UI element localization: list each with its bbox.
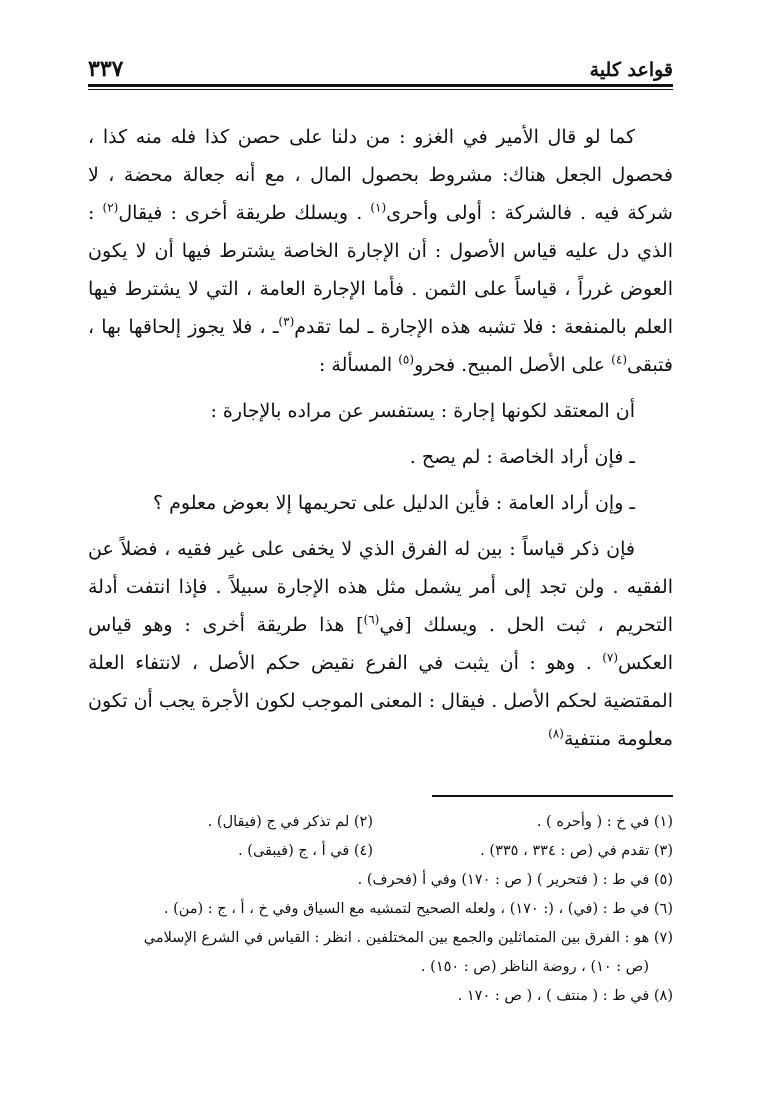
footnote-ref-8[interactable]: (٨) — [548, 726, 564, 741]
footnote-ref-7[interactable]: (٧) — [602, 650, 619, 665]
footnote-6: (٦) في ط : (في) ، (: ١٧٠) ، ولعله الصحيح لتمشيه مع السياق وفي خ ، أ ، ج : (من) . — [163, 901, 673, 917]
paragraph-3: ـ فإن أراد الخاصة : لم يصح . — [409, 446, 635, 468]
footnote-7: (٧) هو : الفرق بين المتماثلين والجمع بين المختلفين . انظر : القياس في الشرع الإسلامي — [143, 930, 673, 946]
footnotes — [88, 808, 673, 1011]
footnote-7-continued: (ص : ١٠) ، روضة الناظر (ص : ١٥٠) . — [420, 959, 649, 975]
footnote-ref-1[interactable]: (١) — [370, 200, 387, 215]
footnote-row — [88, 837, 673, 866]
footnote-ref-3[interactable]: (٣) — [278, 314, 295, 329]
header-rule-thin — [88, 89, 673, 90]
body-text — [88, 118, 673, 758]
paragraph-5: فإن ذكر قياساً : بين له الفرق الذي لا يخفى على غير فقيه ، فضلاً عن الفقيه . ولن تجد إلى أمر يشمل مثل هذه الإجارة سبيلاً . فإذا انتفت أدلة التحريم ، ثبت الحل . ويسلك [في$^{(٦)}$] هذا طريقة أخرى : وهو قياس العكس$^{(٧)}$ . وهو : أن يثبت في الفرع نقيض حكم الأصل ، لانتفاء العلة المقتضية لحكم الأصل . فيقال : المعنى الموجب لكون الأجرة يجب أن تكون معلومة منتفية$^{(٨)}$ — [88, 538, 673, 750]
footnote-2: (٢) لم تذكر في ج (فيقال) . — [207, 814, 373, 830]
footnote-8: (٨) في ط : ( منتف ) ، ( ص : ١٧٠ . — [457, 988, 673, 1004]
paragraph-1: كما لو قال الأمير في الغزو : من دلنا على حصن كذا فله منه كذا ، فحصول الجعل هناك: مشروط بحصول المال ، مع أنه جعالة محضة ، لا شركة فيه . فالشركة : أولى وأحرى$^{(١)}$ . ويسلك طريقة أخرى : فيقال$^{(٢)}$ : الذي دل عليه قياس الأصول : أن الإجارة الخاصة يشترط فيها أن لا يكون العوض غرراً ، قياساً على الثمن . فأما الإجارة العامة ، التي لا يشترط فيها العلم بالمنفعة : فلا تشبه هذه الإجارة ـ لما تقدم$^{(٣)}$ـ ، فلا يجوز إلحاقها بها ، فتبقى$^{(٤)}$ على الأصل المبيح. فحرو$^{(٥)}$ المسألة : — [88, 126, 673, 376]
footnote-5: (٥) في ط : ( فتحرير ) ( ص : ١٧٠) وفي أ (فحرف) . — [357, 872, 673, 888]
footnote-ref-6[interactable]: (٦) — [363, 612, 380, 627]
paragraph-4: ـ وإن أراد العامة : فأين الدليل على تحريمها إلا بعوض معلوم ؟ — [153, 492, 635, 514]
footnote-ref-4[interactable]: (٤) — [611, 352, 627, 367]
page-header — [88, 40, 673, 80]
footnote-3: (٣) تقدم في (ص : ٣٣٤ ، ٣٣٥) . — [480, 843, 673, 859]
header-rule — [88, 84, 673, 87]
footnote-1: (١) في خ : ( وأحره ) . — [536, 814, 673, 830]
footnote-4: (٤) في أ ، ج (فيبقى) . — [238, 843, 373, 859]
page-number: ٣٣٧ — [88, 56, 124, 82]
paragraph-2: أن المعتقد لكونها إجارة : يستفسر عن مراده بالإجارة : — [210, 400, 635, 422]
running-title: قواعد كلية — [589, 59, 673, 81]
footnote-separator — [432, 795, 673, 797]
footnote-ref-5[interactable]: (٥) — [398, 352, 415, 367]
footnote-row — [88, 808, 673, 837]
footnote-ref-2[interactable]: (٢) — [102, 200, 119, 215]
